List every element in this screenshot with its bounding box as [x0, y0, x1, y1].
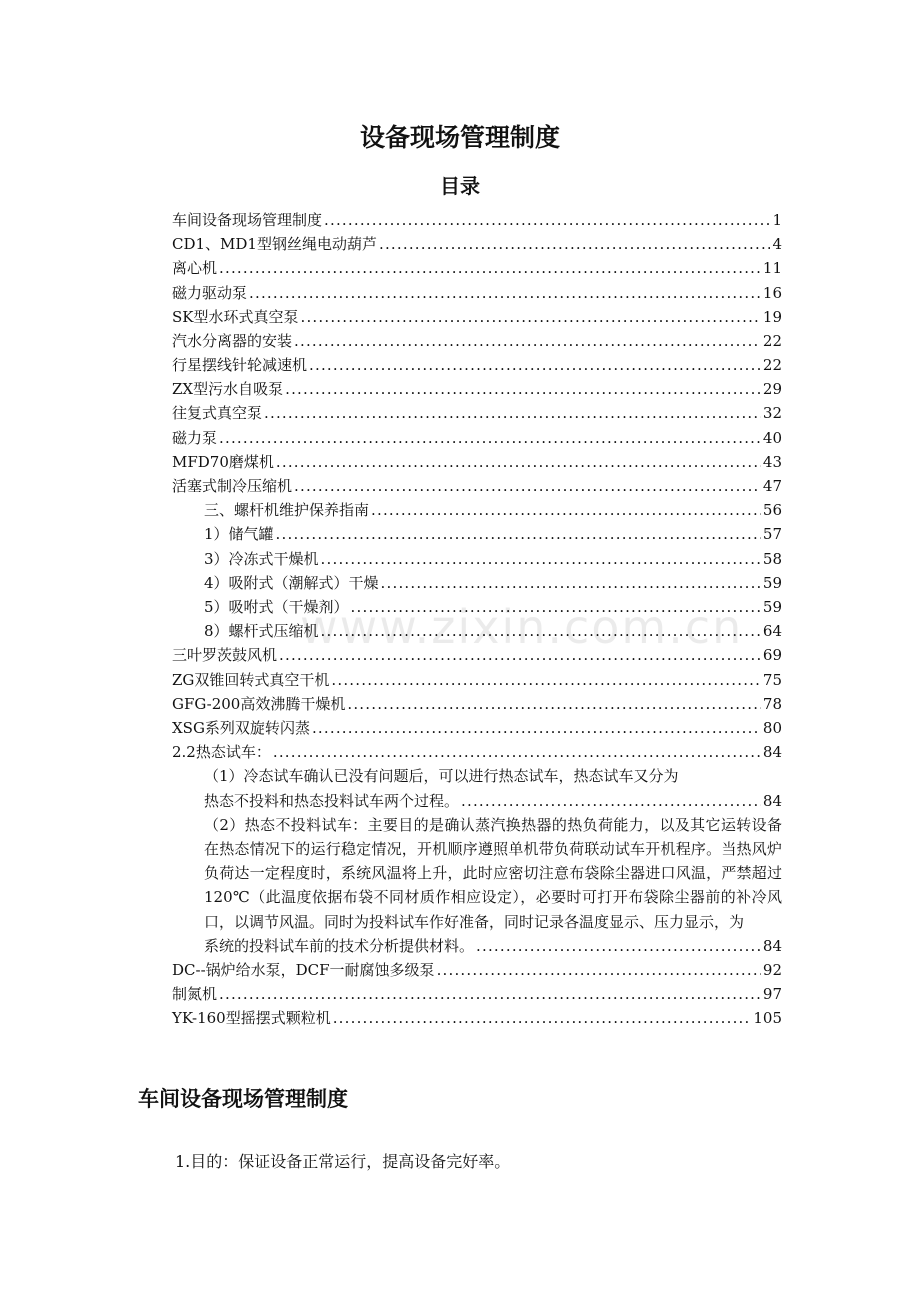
- toc-entry-label: 汽水分离器的安装: [172, 331, 293, 350]
- toc-leader: [379, 232, 770, 256]
- toc-leader: [294, 474, 761, 498]
- toc-leader: [333, 1006, 752, 1030]
- toc-entry-page: 16: [762, 283, 782, 302]
- toc-entry-label: 3）冷冻式干燥机: [204, 549, 319, 568]
- toc-leader: [461, 789, 761, 813]
- toc-entry-label: 车间设备现场管理制度: [172, 210, 323, 229]
- toc-entry-page: 80: [762, 718, 782, 737]
- toc-multiline-entry[interactable]: [172, 764, 782, 812]
- toc-entry-page: 40: [762, 428, 782, 447]
- toc-leader: [285, 377, 761, 401]
- toc-entry-page: 105: [753, 1009, 782, 1028]
- toc-entry-page: 22: [762, 331, 782, 350]
- toc-leader: [321, 547, 761, 571]
- toc-entry-page: 11: [762, 259, 782, 278]
- toc-entry-label: YK-160型摇摆式颗粒机: [172, 1009, 331, 1028]
- toc-entry-label: 离心机: [172, 259, 218, 278]
- toc-entry-text: （1）冷态试车确认已没有问题后，可以进行热态试车，热态试车又分为: [204, 767, 679, 786]
- toc-entry-label: ZX型污水自吸泵: [172, 380, 284, 399]
- toc-entry-page: 4: [772, 235, 782, 254]
- toc-entry[interactable]: [172, 1006, 782, 1030]
- toc-entry[interactable]: [172, 353, 782, 377]
- toc-entry-label: DC--锅炉给水泵，DCF一耐腐蚀多级泵: [172, 960, 435, 979]
- toc-subentry[interactable]: [172, 619, 782, 643]
- toc-leader: [219, 426, 761, 450]
- toc-entry-page: 84: [762, 936, 782, 955]
- toc-entry-page: 29: [762, 380, 782, 399]
- toc-entry[interactable]: [172, 402, 782, 426]
- toc-entry-label: 制氮机: [172, 985, 218, 1004]
- section-paragraph: 1.目的：保证设备正常运行，提高设备完好率。: [175, 1152, 511, 1171]
- toc-entry[interactable]: [172, 740, 782, 764]
- toc-entry-label: MFD70磨煤机: [172, 452, 274, 471]
- toc-entry[interactable]: [172, 958, 782, 982]
- toc-entry-label: 活塞式制冷压缩机: [172, 477, 293, 496]
- toc-entry-page: 59: [762, 597, 782, 616]
- toc-entry-page: 1: [772, 210, 782, 229]
- toc-entry-label: 热态不投料和热态投料试车两个过程。: [204, 791, 460, 810]
- toc-entry-label: SK型水环式真空泵: [172, 307, 299, 326]
- document-title: 设备现场管理制度: [359, 123, 560, 152]
- toc-entry-page: 57: [762, 525, 782, 544]
- toc-entry-page: 43: [762, 452, 782, 471]
- toc-leader: [476, 934, 761, 958]
- toc-entry[interactable]: [172, 256, 782, 280]
- toc-entry-label: 8）螺杆式压缩机: [204, 622, 319, 641]
- toc-leader: [300, 305, 760, 329]
- toc-entry[interactable]: [172, 232, 782, 256]
- toc-entry-page: 58: [762, 549, 782, 568]
- toc-entry-label: ZG双锥回转式真空干机: [172, 670, 330, 689]
- toc-leader: [294, 329, 761, 353]
- toc-leader: [347, 692, 761, 716]
- toc-entry-page: 84: [762, 791, 782, 810]
- toc-leader: [273, 740, 761, 764]
- toc-entry-page: 92: [762, 960, 782, 979]
- toc-entry[interactable]: [172, 474, 782, 498]
- toc-entry-label: 系统的投料试车前的技术分析提供材料。: [204, 936, 475, 955]
- toc-entry-label: XSG系列双旋转闪蒸: [172, 718, 310, 737]
- toc-entry-label: 磁力泵: [172, 428, 218, 447]
- toc-entry-page: 64: [762, 622, 782, 641]
- toc-entry-page: 78: [762, 694, 782, 713]
- toc-leader: [264, 401, 761, 425]
- toc-leader: [219, 982, 761, 1006]
- toc-leader: [276, 450, 761, 474]
- toc-entry[interactable]: [172, 281, 782, 305]
- toc-leader: [249, 281, 761, 305]
- toc-entry-page: 32: [762, 404, 782, 423]
- toc-entry[interactable]: [172, 716, 782, 740]
- toc-entry-label: 2.2热态试车：: [172, 743, 271, 762]
- toc-entry-page: 22: [762, 356, 782, 375]
- toc-entry-page: 19: [762, 307, 782, 326]
- table-of-contents: [172, 208, 782, 1030]
- toc-entry-label: 4）吸附式（潮解式）干燥: [204, 573, 379, 592]
- toc-entry-label: 行星摆线针轮减速机: [172, 356, 308, 375]
- toc-subentry[interactable]: [172, 571, 782, 595]
- toc-leader: [279, 643, 761, 667]
- toc-entry-page: 47: [762, 477, 782, 496]
- toc-entry[interactable]: [172, 426, 782, 450]
- toc-entry-label: 往复式真空泵: [172, 404, 263, 423]
- toc-leader: [331, 668, 761, 692]
- toc-entry[interactable]: [172, 668, 782, 692]
- toc-subentry[interactable]: [172, 595, 782, 619]
- toc-entry-page: 56: [762, 501, 782, 520]
- toc-entry-label: 5）吸咐式（干燥剂）: [204, 597, 349, 616]
- toc-leader: [309, 353, 761, 377]
- toc-entry-label: 三、螺杆机维护保养指南: [204, 501, 370, 520]
- toc-entry[interactable]: [172, 208, 782, 232]
- toc-leader: [321, 619, 761, 643]
- toc-leader: [219, 256, 761, 280]
- toc-entry[interactable]: [172, 377, 782, 401]
- toc-entry-label: GFG-200高效沸腾干燥机: [172, 694, 346, 713]
- toc-entry-text: （2）热态不投料试车：主要目的是确认蒸汽换热器的热负荷能力，以及其它运转设备在热态情况下的运行稳定情况，开机顺序遵照单机带负荷联动试车开机程序。当热风炉负荷达一定程度时，系统风温将上升，此时应密切注意布袋除尘器进口风温，严禁超过120℃（此温度依据布袋不同材质作相应设定），必要时可打开布袋除尘器前的补冷风口，以调节风温。同时为投料试车作好准备，同时记录各温度显示、压力显示，为: [204, 815, 782, 931]
- toc-entry-page: 59: [762, 573, 782, 592]
- toc-entry-page: 75: [762, 670, 782, 689]
- toc-leader: [312, 716, 761, 740]
- watermark: www.zixin.com.cn: [300, 600, 744, 654]
- toc-leader: [351, 595, 761, 619]
- toc-entry-page: 84: [762, 743, 782, 762]
- toc-entry[interactable]: [172, 329, 782, 353]
- toc-subentry[interactable]: [172, 547, 782, 571]
- toc-entry-label: 三叶罗茨鼓风机: [172, 646, 278, 665]
- toc-leader: [437, 958, 761, 982]
- toc-entry-label: 1）储气罐: [204, 525, 274, 544]
- toc-entry-label: 磁力驱动泵: [172, 283, 248, 302]
- toc-leader: [371, 498, 761, 522]
- toc-entry-label: CD1、MD1型钢丝绳电动葫芦: [172, 235, 377, 254]
- toc-entry[interactable]: [172, 450, 782, 474]
- toc-entry-page: 69: [762, 646, 782, 665]
- toc-entry-page: 97: [762, 985, 782, 1004]
- toc-leader: [381, 571, 761, 595]
- toc-entry[interactable]: [172, 305, 782, 329]
- toc-entry[interactable]: [172, 643, 782, 667]
- toc-entry[interactable]: [172, 692, 782, 716]
- toc-multiline-entry[interactable]: [172, 813, 782, 958]
- toc-subentry[interactable]: [172, 522, 782, 546]
- toc-entry[interactable]: [172, 982, 782, 1006]
- toc-subentry[interactable]: [172, 498, 782, 522]
- section-heading: 车间设备现场管理制度: [138, 1087, 348, 1111]
- toc-leader: [324, 208, 770, 232]
- toc-heading: 目录: [440, 174, 480, 198]
- toc-leader: [276, 522, 761, 546]
